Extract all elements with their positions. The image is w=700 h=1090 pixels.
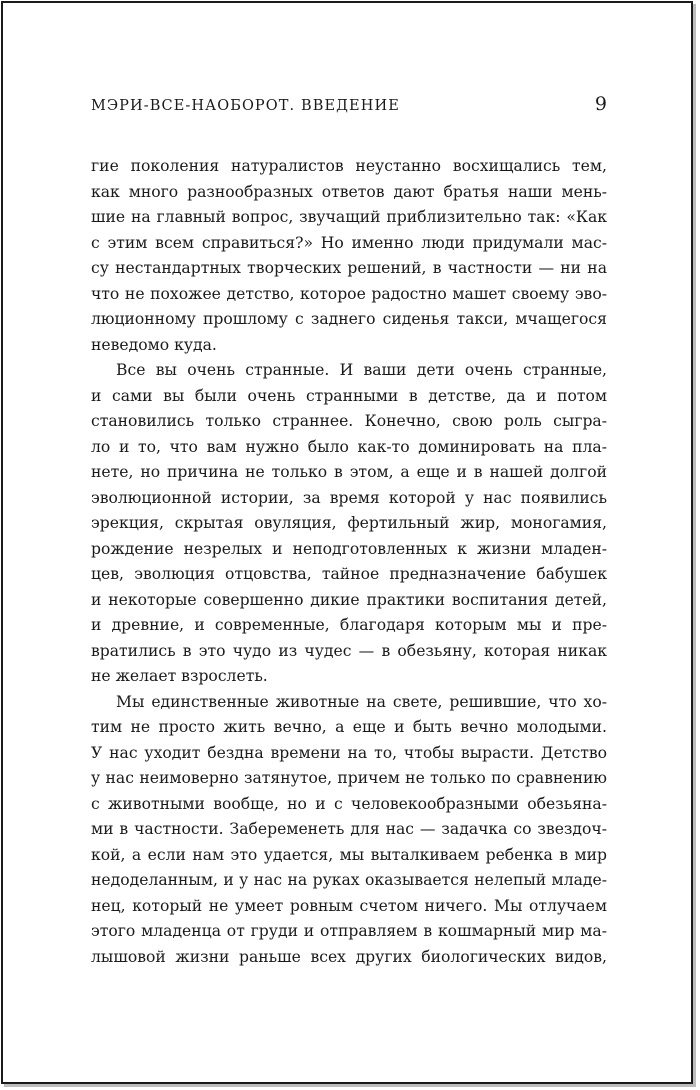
paragraph-3 xyxy=(91,690,607,971)
text-line: эволюционной истории, за время которой у нас появились xyxy=(91,488,607,507)
text-line: тим не просто жить вечно, а еще и быть вечно молодыми. xyxy=(91,718,607,736)
text-line: с животными вообще, но и с человекообразными обезьяна- xyxy=(91,794,607,813)
text-line: нец, который не умеет ровным счетом ничего. Мы отлучаем xyxy=(91,896,607,915)
text-line: вратились в это чудо из чудес — в обезьяну, которая никак xyxy=(91,641,607,660)
text-line: становились только страннее. Конечно, свою роль сыгра- xyxy=(91,412,607,430)
text-line: и древние, и современные, благодаря которым мы и пре- xyxy=(91,616,607,634)
paragraph-1 xyxy=(91,154,607,358)
page-number: 9 xyxy=(594,93,607,115)
text-line: цев, эволюция отцовства, тайное предназначение бабушек xyxy=(91,565,607,583)
text-line: у нас неимоверно затянутое, причем не только по сравнению xyxy=(91,769,607,787)
paragraph-2 xyxy=(91,358,607,690)
text-line: что не похожее детство, которое радостно машет своему эво- xyxy=(91,284,607,303)
text-line: с этим всем справиться?» Но именно люди придумали мас- xyxy=(91,233,607,252)
text-line: и сами вы были очень странными в детстве, да и потом xyxy=(91,386,607,405)
text-line: лышовой жизни раньше всех других биологических видов, xyxy=(91,947,607,966)
text-line: шие на главный вопрос, звучащий приблизительно так: «Как xyxy=(91,208,607,226)
text-line: и некоторые совершенно дикие практики воспитания детей, xyxy=(91,590,607,609)
text-line: этого младенца от груди и отправляем в кошмарный мир ма- xyxy=(91,922,607,940)
text-line: недоделанным, и у нас на руках оказывается нелепый младе- xyxy=(91,871,607,889)
text-line: гие поколения натуралистов неустанно восхищались тем, xyxy=(91,157,607,175)
body-text xyxy=(91,154,607,970)
text-line: неведомо куда. xyxy=(91,335,217,354)
text-line: рождение незрелых и неподготовленных к жизни младен- xyxy=(91,539,607,558)
text-line: кой, а если нам это удается, мы выталкиваем ребенка в мир xyxy=(91,845,607,864)
book-page xyxy=(1,1,693,1084)
running-head xyxy=(91,95,607,119)
text-line: ло и то, что вам нужно было как-то доминировать на пла- xyxy=(91,437,607,456)
text-line: как много разнообразных ответов дают братья наши мень- xyxy=(91,182,607,201)
text-line: У нас уходит бездна времени на то, чтобы вырасти. Детство xyxy=(91,743,607,762)
text-line: ми в частности. Забеременеть для нас — задачка со звездоч- xyxy=(91,820,607,838)
running-title: МЭРИ-ВСЕ-НАОБОРОТ. ВВЕДЕНИЕ xyxy=(91,98,400,114)
text-line: су нестандартных творческих решений, в частности — ни на xyxy=(91,259,607,277)
text-line: не желает взрослеть. xyxy=(91,667,268,685)
text-line: люционному прошлому с заднего сиденья такси, мчащегося xyxy=(91,310,607,328)
text-line: эрекция, скрытая овуляция, фертильный жир, моногамия, xyxy=(91,514,607,532)
text-line: нете, но причина не только в этом, а еще и в нашей долгой xyxy=(91,463,607,481)
text-line: Все вы очень странные. И ваши дети очень странные, xyxy=(116,361,607,379)
text-line: Мы единственные животные на свете, решившие, что хо- xyxy=(116,692,607,711)
